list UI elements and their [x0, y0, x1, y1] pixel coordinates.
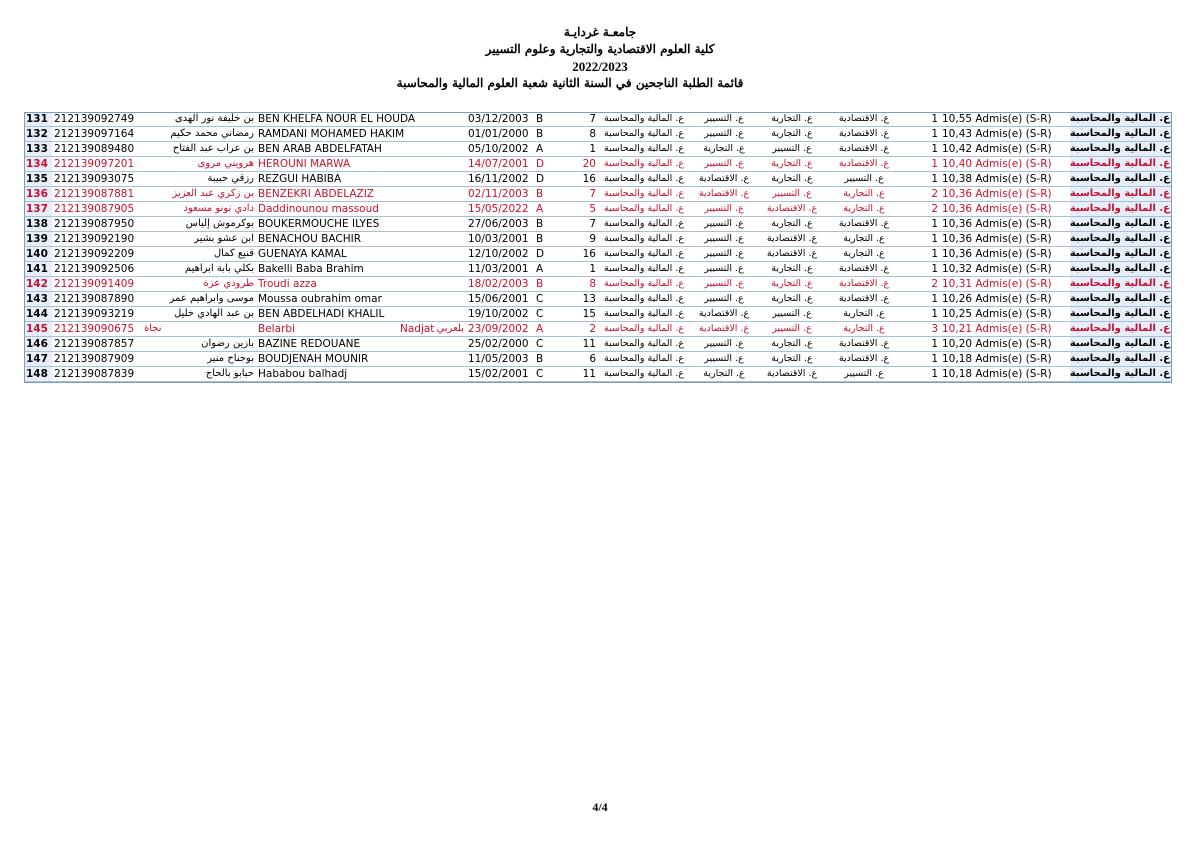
cell-dec: 10,40 Admis(e) (S-R) [940, 157, 1070, 172]
cell-s1: ع. المالية والمحاسبة [598, 112, 690, 127]
cell-s2: ع. الاقتصادية [690, 322, 758, 337]
list-title: قائمة الطلبة الناجحين في السنة الثانية شعبة العلوم المالية والمحاسبة [396, 76, 744, 90]
cell-dec: 10,38 Admis(e) (S-R) [940, 172, 1070, 187]
table-row [24, 112, 1172, 127]
results-table-body [24, 112, 1172, 382]
document-header [0, 24, 1200, 92]
cell-dec: 10,36 Admis(e) (S-R) [940, 232, 1070, 247]
table-row [24, 217, 1172, 232]
cell-lat: Troudi azza [256, 277, 466, 292]
cell-sec: A [534, 202, 572, 217]
cell-mat: 212139087905 [52, 202, 142, 217]
cell-sec: B [534, 277, 572, 292]
cell-fil: ع. المالية والمحاسبة [1070, 202, 1172, 217]
cell-s3: ع. الاقتصادية [758, 232, 826, 247]
cell-cnt: 8 [572, 277, 598, 292]
cell-fil: ع. المالية والمحاسبة [1070, 292, 1172, 307]
table-row [24, 187, 1172, 202]
cell-s1: ع. المالية والمحاسبة [598, 262, 690, 277]
cell-dec: 10,18 Admis(e) (S-R) [940, 367, 1070, 382]
cell-n: 143 [24, 292, 52, 307]
cell-s4: ع. التجارية [826, 322, 902, 337]
cell-ar [142, 322, 256, 337]
cell-mat: 212139087857 [52, 337, 142, 352]
cell-s4: ع. التجارية [826, 307, 902, 322]
cell-s4: ع. التجارية [826, 187, 902, 202]
cell-sec: D [534, 247, 572, 262]
cell-sec: A [534, 142, 572, 157]
cell-mat: 212139087890 [52, 292, 142, 307]
cell-c: 2 [902, 187, 940, 202]
cell-s3: ع. التجارية [758, 337, 826, 352]
cell-n: 144 [24, 307, 52, 322]
cell-fil: ع. المالية والمحاسبة [1070, 307, 1172, 322]
cell-s2: ع. التسيير [690, 337, 758, 352]
cell-lat: BENACHOU BACHIR [256, 232, 466, 247]
cell-date: 16/11/2002 [466, 172, 534, 187]
cell-cnt: 9 [572, 232, 598, 247]
cell-date: 25/02/2000 [466, 337, 534, 352]
cell-sec: B [534, 112, 572, 127]
cell-s3: ع. التجارية [758, 262, 826, 277]
cell-s1: ع. المالية والمحاسبة [598, 217, 690, 232]
cell-n: 134 [24, 157, 52, 172]
table-row [24, 322, 1172, 337]
table-row [24, 277, 1172, 292]
cell-c: 1 [902, 262, 940, 277]
cell-lat: Moussa oubrahim omar [256, 292, 466, 307]
cell-mat: 212139087839 [52, 367, 142, 382]
cell-cnt: 11 [572, 337, 598, 352]
cell-n: 142 [24, 277, 52, 292]
cell-ar-last: بلعربي [436, 323, 464, 334]
cell-s3: ع. الاقتصادية [758, 367, 826, 382]
cell-date: 03/12/2003 [466, 112, 534, 127]
cell-mat: 212139097201 [52, 157, 142, 172]
cell-s2: ع. التسيير [690, 292, 758, 307]
cell-s4: ع. التجارية [826, 232, 902, 247]
cell-s3: ع. التجارية [758, 127, 826, 142]
cell-mat: 212139092209 [52, 247, 142, 262]
cell-sec: A [534, 262, 572, 277]
cell-s3: ع. التسيير [758, 187, 826, 202]
cell-lat: Bakelli Baba Brahim [256, 262, 466, 277]
cell-s1: ع. المالية والمحاسبة [598, 142, 690, 157]
cell-s4: ع. الاقتصادية [826, 352, 902, 367]
cell-s2: ع. التسيير [690, 127, 758, 142]
cell-sec: B [534, 352, 572, 367]
cell-date: 15/06/2001 [466, 292, 534, 307]
cell-lat: BEN ARAB ABDELFATAH [256, 142, 466, 157]
cell-s1: ع. المالية والمحاسبة [598, 352, 690, 367]
cell-c: 1 [902, 232, 940, 247]
cell-s2: ع. التجارية [690, 142, 758, 157]
cell-dec: 10,43 Admis(e) (S-R) [940, 127, 1070, 142]
cell-cnt: 6 [572, 352, 598, 367]
cell-c: 2 [902, 277, 940, 292]
cell-lat: Hababou balhadj [256, 367, 466, 382]
cell-lat: HEROUNI MARWA [256, 157, 466, 172]
cell-sec: C [534, 307, 572, 322]
cell-mat: 212139093075 [52, 172, 142, 187]
cell-lat: BOUDJENAH MOUNIR [256, 352, 466, 367]
cell-fil: ع. المالية والمحاسبة [1070, 172, 1172, 187]
cell-cnt: 8 [572, 127, 598, 142]
cell-s3: ع. التجارية [758, 157, 826, 172]
table-row [24, 367, 1172, 382]
cell-n: 131 [24, 112, 52, 127]
cell-s4: ع. الاقتصادية [826, 277, 902, 292]
cell-sec: B [534, 127, 572, 142]
cell-s1: ع. المالية والمحاسبة [598, 337, 690, 352]
cell-c: 1 [902, 307, 940, 322]
academic-year: 2022/2023 [572, 59, 628, 74]
cell-c: 1 [902, 112, 940, 127]
cell-n: 147 [24, 352, 52, 367]
cell-c: 1 [902, 367, 940, 382]
cell-s4: ع. التسيير [826, 367, 902, 382]
cell-mat: 212139092749 [52, 112, 142, 127]
cell-date: 01/01/2000 [466, 127, 534, 142]
cell-ar: بوكرموش إلياس [142, 217, 256, 232]
cell-mat: 212139087950 [52, 217, 142, 232]
cell-fil: ع. المالية والمحاسبة [1070, 187, 1172, 202]
cell-ar: رزقي حبيبة [142, 172, 256, 187]
table-row [24, 352, 1172, 367]
cell-c: 1 [902, 157, 940, 172]
cell-n: 132 [24, 127, 52, 142]
cell-s1: ع. المالية والمحاسبة [598, 232, 690, 247]
cell-cnt: 20 [572, 157, 598, 172]
cell-dec: 10,36 Admis(e) (S-R) [940, 247, 1070, 262]
cell-cnt: 1 [572, 142, 598, 157]
cell-cnt: 7 [572, 187, 598, 202]
cell-fil: ع. المالية والمحاسبة [1070, 157, 1172, 172]
cell-ar: هرويني مروى [142, 157, 256, 172]
cell-s2: ع. التسيير [690, 232, 758, 247]
cell-c: 1 [902, 352, 940, 367]
cell-date: 11/05/2003 [466, 352, 534, 367]
cell-s1: ع. المالية والمحاسبة [598, 367, 690, 382]
cell-s4: ع. التسيير [826, 172, 902, 187]
cell-s4: ع. الاقتصادية [826, 112, 902, 127]
cell-fil: ع. المالية والمحاسبة [1070, 262, 1172, 277]
cell-date: 15/05/2022 [466, 202, 534, 217]
cell-sec: D [534, 157, 572, 172]
cell-date: 27/06/2003 [466, 217, 534, 232]
table-row [24, 142, 1172, 157]
cell-ar: بن عراب عبد الفتاح [142, 142, 256, 157]
cell-s4: ع. الاقتصادية [826, 337, 902, 352]
cell-n: 146 [24, 337, 52, 352]
cell-sec: B [534, 217, 572, 232]
cell-sec: D [534, 172, 572, 187]
cell-s4: ع. الاقتصادية [826, 142, 902, 157]
cell-c: 1 [902, 292, 940, 307]
cell-dec: 10,26 Admis(e) (S-R) [940, 292, 1070, 307]
cell-s2: ع. الاقتصادية [690, 307, 758, 322]
cell-ar: بكلي بابة ابراهيم [142, 262, 256, 277]
cell-s2: ع. التسيير [690, 277, 758, 292]
cell-s1: ع. المالية والمحاسبة [598, 292, 690, 307]
cell-s3: ع. التسيير [758, 307, 826, 322]
cell-s1: ع. المالية والمحاسبة [598, 202, 690, 217]
cell-n: 139 [24, 232, 52, 247]
cell-ar: دادي نونو مسعود [142, 202, 256, 217]
table-row [24, 157, 1172, 172]
cell-date: 15/02/2001 [466, 367, 534, 382]
cell-n: 136 [24, 187, 52, 202]
cell-mat: 212139092190 [52, 232, 142, 247]
cell-fil: ع. المالية والمحاسبة [1070, 352, 1172, 367]
cell-lat-last: Nadjat [400, 323, 435, 335]
cell-cnt: 5 [572, 202, 598, 217]
cell-n: 137 [24, 202, 52, 217]
cell-n: 135 [24, 172, 52, 187]
cell-dec: 10,55 Admis(e) (S-R) [940, 112, 1070, 127]
cell-c: 1 [902, 127, 940, 142]
cell-lat: BOUKERMOUCHE ILYES [256, 217, 466, 232]
cell-ar: طرودي عزة [142, 277, 256, 292]
cell-date: 02/11/2003 [466, 187, 534, 202]
cell-fil: ع. المالية والمحاسبة [1070, 127, 1172, 142]
cell-s4: ع. الاقتصادية [826, 157, 902, 172]
cell-mat: 212139089480 [52, 142, 142, 157]
cell-date: 12/10/2002 [466, 247, 534, 262]
cell-sec: A [534, 322, 572, 337]
table-row [24, 262, 1172, 277]
cell-n: 138 [24, 217, 52, 232]
cell-dec: 10,42 Admis(e) (S-R) [940, 142, 1070, 157]
cell-mat: 212139093219 [52, 307, 142, 322]
cell-mat: 212139097164 [52, 127, 142, 142]
cell-fil: ع. المالية والمحاسبة [1070, 322, 1172, 337]
cell-mat: 212139090675 [52, 322, 142, 337]
cell-n: 145 [24, 322, 52, 337]
cell-s4: ع. الاقتصادية [826, 217, 902, 232]
cell-cnt: 15 [572, 307, 598, 322]
cell-s3: ع. التجارية [758, 112, 826, 127]
cell-ar: بن زكري عبد العزيز [142, 187, 256, 202]
cell-s1: ع. المالية والمحاسبة [598, 157, 690, 172]
cell-s1: ع. المالية والمحاسبة [598, 307, 690, 322]
cell-n: 148 [24, 367, 52, 382]
cell-sec: B [534, 187, 572, 202]
cell-s3: ع. التجارية [758, 217, 826, 232]
university-name: جامعـة غردايـة [563, 25, 637, 39]
table-row [24, 292, 1172, 307]
table-row [24, 172, 1172, 187]
cell-ar: قنيع كمال [142, 247, 256, 262]
table-row [24, 202, 1172, 217]
cell-s1: ع. المالية والمحاسبة [598, 127, 690, 142]
cell-dec: 10,36 Admis(e) (S-R) [940, 202, 1070, 217]
cell-date: 10/03/2001 [466, 232, 534, 247]
cell-c: 3 [902, 322, 940, 337]
cell-s2: ع. الاقتصادية [690, 187, 758, 202]
cell-s3: ع. التجارية [758, 292, 826, 307]
cell-s1: ع. المالية والمحاسبة [598, 277, 690, 292]
cell-s1: ع. المالية والمحاسبة [598, 172, 690, 187]
cell-mat: 212139087881 [52, 187, 142, 202]
cell-sec: B [534, 232, 572, 247]
table-row [24, 247, 1172, 262]
cell-date: 19/10/2002 [466, 307, 534, 322]
cell-s2: ع. التسيير [690, 112, 758, 127]
cell-s4: ع. التجارية [826, 247, 902, 262]
cell-ar: بن عبد الهادي خليل [142, 307, 256, 322]
table-row [24, 307, 1172, 322]
cell-c: 1 [902, 142, 940, 157]
cell-s3: ع. الاقتصادية [758, 202, 826, 217]
cell-n: 133 [24, 142, 52, 157]
cell-ar: رمضاني محمد حكيم [142, 127, 256, 142]
results-table-container [24, 112, 1172, 382]
table-row [24, 337, 1172, 352]
cell-ar: بازين رضوان [142, 337, 256, 352]
cell-s2: ع. التجارية [690, 367, 758, 382]
cell-s4: ع. الاقتصادية [826, 127, 902, 142]
cell-sec: C [534, 367, 572, 382]
cell-ar: موسى وابراهيم عمر [142, 292, 256, 307]
cell-dec: 10,21 Admis(e) (S-R) [940, 322, 1070, 337]
cell-s1: ع. المالية والمحاسبة [598, 247, 690, 262]
cell-cnt: 13 [572, 292, 598, 307]
cell-date: 11/03/2001 [466, 262, 534, 277]
cell-mat: 212139092506 [52, 262, 142, 277]
cell-dec: 10,18 Admis(e) (S-R) [940, 352, 1070, 367]
cell-s4: ع. التجارية [826, 202, 902, 217]
table-row [24, 127, 1172, 142]
cell-s3: ع. التسيير [758, 142, 826, 157]
cell-cnt: 7 [572, 217, 598, 232]
cell-lat: BENZEKRI ABDELAZIZ [256, 187, 466, 202]
cell-dec: 10,20 Admis(e) (S-R) [940, 337, 1070, 352]
cell-c: 1 [902, 217, 940, 232]
cell-n: 140 [24, 247, 52, 262]
results-table [24, 112, 1172, 382]
cell-fil: ع. المالية والمحاسبة [1070, 232, 1172, 247]
cell-s4: ع. الاقتصادية [826, 262, 902, 277]
cell-dec: 10,32 Admis(e) (S-R) [940, 262, 1070, 277]
cell-lat: REZGUI HABIBA [256, 172, 466, 187]
cell-s2: ع. التسيير [690, 262, 758, 277]
cell-fil: ع. المالية والمحاسبة [1070, 112, 1172, 127]
cell-s3: ع. التجارية [758, 352, 826, 367]
cell-c: 1 [902, 337, 940, 352]
cell-sec: C [534, 292, 572, 307]
cell-s2: ع. التسيير [690, 157, 758, 172]
cell-date: 23/09/2002 [466, 322, 534, 337]
cell-s2: ع. التسيير [690, 352, 758, 367]
cell-mat: 212139091409 [52, 277, 142, 292]
cell-fil: ع. المالية والمحاسبة [1070, 217, 1172, 232]
cell-c: 2 [902, 202, 940, 217]
cell-s4: ع. الاقتصادية [826, 292, 902, 307]
cell-lat: RAMDANI MOHAMED HAKIM [256, 127, 466, 142]
cell-lat: BEN KHELFA NOUR EL HOUDA [256, 112, 466, 127]
page-number: 4/4 [592, 800, 608, 814]
table-row [24, 232, 1172, 247]
cell-date: 05/10/2002 [466, 142, 534, 157]
cell-cnt: 11 [572, 367, 598, 382]
cell-date: 18/02/2003 [466, 277, 534, 292]
cell-cnt: 7 [572, 112, 598, 127]
cell-fil: ع. المالية والمحاسبة [1070, 337, 1172, 352]
cell-lat: BEN ABDELHADI KHALIL [256, 307, 466, 322]
cell-s1: ع. المالية والمحاسبة [598, 322, 690, 337]
cell-s1: ع. المالية والمحاسبة [598, 187, 690, 202]
cell-cnt: 16 [572, 172, 598, 187]
cell-cnt: 16 [572, 247, 598, 262]
cell-dec: 10,25 Admis(e) (S-R) [940, 307, 1070, 322]
cell-ar: حبابو بالحاج [142, 367, 256, 382]
cell-lat: BAZINE REDOUANE [256, 337, 466, 352]
cell-date: 14/07/2001 [466, 157, 534, 172]
faculty-name: كلية العلوم الاقتصادية والتجارية وعلوم التسيير [485, 42, 715, 56]
cell-cnt: 2 [572, 322, 598, 337]
cell-ar: ابن عشو بشير [142, 232, 256, 247]
cell-mat: 212139087909 [52, 352, 142, 367]
cell-s2: ع. الاقتصادية [690, 172, 758, 187]
cell-lat-first: Belarbi [258, 323, 295, 335]
cell-s2: ع. التسيير [690, 217, 758, 232]
cell-s3: ع. التجارية [758, 277, 826, 292]
cell-fil: ع. المالية والمحاسبة [1070, 277, 1172, 292]
cell-s2: ع. التسيير [690, 202, 758, 217]
cell-fil: ع. المالية والمحاسبة [1070, 367, 1172, 382]
cell-fil: ع. المالية والمحاسبة [1070, 247, 1172, 262]
cell-s2: ع. التسيير [690, 247, 758, 262]
cell-lat: Daddinounou massoud [256, 202, 466, 217]
cell-sec: C [534, 337, 572, 352]
cell-ar: بوجناح منير [142, 352, 256, 367]
cell-dec: 10,36 Admis(e) (S-R) [940, 187, 1070, 202]
cell-dec: 10,31 Admis(e) (S-R) [940, 277, 1070, 292]
cell-dec: 10,36 Admis(e) (S-R) [940, 217, 1070, 232]
cell-n: 141 [24, 262, 52, 277]
cell-s3: ع. الاقتصادية [758, 247, 826, 262]
cell-fil: ع. المالية والمحاسبة [1070, 142, 1172, 157]
cell-ar-first: نجاة [144, 323, 162, 334]
cell-lat: GUENAYA KAMAL [256, 247, 466, 262]
cell-lat [256, 322, 466, 337]
cell-c: 1 [902, 172, 940, 187]
cell-ar: بن خليفة نور الهدى [142, 112, 256, 127]
cell-s3: ع. التجارية [758, 172, 826, 187]
cell-cnt: 1 [572, 262, 598, 277]
cell-c: 1 [902, 247, 940, 262]
cell-s3: ع. التسيير [758, 322, 826, 337]
